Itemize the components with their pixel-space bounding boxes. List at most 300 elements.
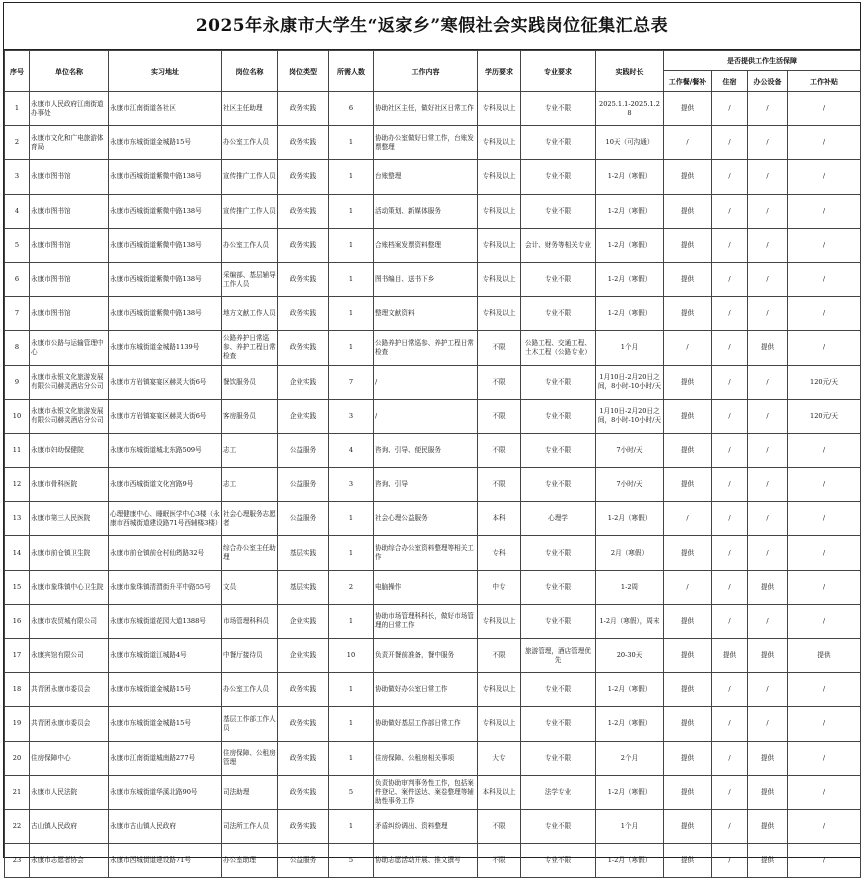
cell-unit: 永康市志愿者协会 xyxy=(30,844,109,878)
cell-post-type: 政务实践 xyxy=(278,741,329,775)
cell-duration: 1-2月（寒假） xyxy=(596,844,664,878)
cell-major: 旅游管理，酒店管理优先 xyxy=(521,639,596,673)
cell-post-type: 基层实践 xyxy=(278,536,329,570)
cell-duration: 10天（可沟通） xyxy=(596,126,664,160)
table-title: 2025年永康市大学生“返家乡”寒假社会实践岗位征集汇总表 xyxy=(4,3,860,50)
cell-count: 1 xyxy=(329,809,374,843)
cell-major: 专业不限 xyxy=(521,468,596,502)
cell-count: 3 xyxy=(329,468,374,502)
table-row xyxy=(5,331,861,365)
cell-meal: 提供 xyxy=(664,639,712,673)
cell-duration: 7小时/天 xyxy=(596,468,664,502)
cell-post: 采编部、基层辅导工作人员 xyxy=(222,262,278,296)
cell-office: / xyxy=(748,126,788,160)
cell-housing: / xyxy=(712,365,748,399)
cell-address: 永康市象珠镇清渭街升平中路55号 xyxy=(109,570,222,604)
cell-major: 会计、财务等相关专业 xyxy=(521,228,596,262)
cell-education: 中专 xyxy=(478,570,521,604)
cell-address: 永康市东城街道金城路15号 xyxy=(109,673,222,707)
cell-office: / xyxy=(748,502,788,536)
cell-seq: 23 xyxy=(5,844,30,878)
cell-content: / xyxy=(374,399,478,433)
cell-post-type: 企业实践 xyxy=(278,399,329,433)
table-row xyxy=(5,262,861,296)
cell-unit: 永康市人民政府江南街道办事处 xyxy=(30,92,109,126)
table-row xyxy=(5,502,861,536)
cell-address: 永康市江南街道城南路277号 xyxy=(109,741,222,775)
cell-seq: 17 xyxy=(5,639,30,673)
cell-post: 办公室工作人员 xyxy=(222,228,278,262)
cell-meal: 提供 xyxy=(664,604,712,638)
cell-seq: 15 xyxy=(5,570,30,604)
cell-seq: 12 xyxy=(5,468,30,502)
cell-count: 1 xyxy=(329,126,374,160)
cell-housing: / xyxy=(712,741,748,775)
cell-address: 永康市古山镇人民政府 xyxy=(109,809,222,843)
cell-seq: 11 xyxy=(5,433,30,467)
cell-office: / xyxy=(748,399,788,433)
cell-meal: / xyxy=(664,502,712,536)
cell-seq: 16 xyxy=(5,604,30,638)
cell-subsidy: / xyxy=(788,604,861,638)
cell-post-type: 公益服务 xyxy=(278,433,329,467)
table-row xyxy=(5,160,861,194)
cell-meal: 提供 xyxy=(664,844,712,878)
cell-content: 整理文献资料 xyxy=(374,297,478,331)
cell-address: 永康市东城街道花园大道1388号 xyxy=(109,604,222,638)
cell-post: 办公室工作人员 xyxy=(222,126,278,160)
cell-duration: 1-2月（寒假） xyxy=(596,194,664,228)
cell-count: 7 xyxy=(329,365,374,399)
cell-unit: 永康市图书馆 xyxy=(30,262,109,296)
cell-unit: 永康市骨科医院 xyxy=(30,468,109,502)
cell-duration: 20-30天 xyxy=(596,639,664,673)
cell-post-type: 政务实践 xyxy=(278,126,329,160)
cell-major: 专业不限 xyxy=(521,844,596,878)
cell-subsidy: 提供 xyxy=(788,639,861,673)
cell-housing: / xyxy=(712,160,748,194)
spreadsheet xyxy=(3,2,861,865)
cell-housing: / xyxy=(712,502,748,536)
table-row xyxy=(5,673,861,707)
cell-subsidy: / xyxy=(788,194,861,228)
cell-post-type: 政务实践 xyxy=(278,809,329,843)
table-row xyxy=(5,775,861,809)
cell-post: 司法所工作人员 xyxy=(222,809,278,843)
cell-content: 咨询、引导 xyxy=(374,468,478,502)
cell-housing: / xyxy=(712,844,748,878)
cell-post: 市场管理科科员 xyxy=(222,604,278,638)
header-meal: 工作餐/餐补 xyxy=(664,71,712,92)
cell-meal: 提供 xyxy=(664,536,712,570)
cell-unit: 永康市图书馆 xyxy=(30,297,109,331)
cell-address: 永康市西城街道建设路71号 xyxy=(109,844,222,878)
header-housing: 住宿 xyxy=(712,71,748,92)
table-row xyxy=(5,297,861,331)
cell-housing: / xyxy=(712,433,748,467)
cell-duration: 1-2月（寒假） xyxy=(596,160,664,194)
cell-post-type: 公益服务 xyxy=(278,468,329,502)
cell-subsidy: / xyxy=(788,126,861,160)
cell-subsidy: / xyxy=(788,502,861,536)
cell-post-type: 政务实践 xyxy=(278,262,329,296)
cell-post: 志工 xyxy=(222,468,278,502)
cell-count: 1 xyxy=(329,741,374,775)
cell-post-type: 政务实践 xyxy=(278,194,329,228)
cell-housing: / xyxy=(712,775,748,809)
cell-address: 永康市西城街道文化宫路9号 xyxy=(109,468,222,502)
cell-count: 1 xyxy=(329,297,374,331)
cell-education: 专科 xyxy=(478,536,521,570)
cell-education: 专科及以上 xyxy=(478,126,521,160)
cell-address: 永康市西城街道紫微中路138号 xyxy=(109,228,222,262)
cell-address: 永康市西城街道紫微中路138号 xyxy=(109,194,222,228)
cell-housing: / xyxy=(712,570,748,604)
cell-subsidy: / xyxy=(788,775,861,809)
cell-subsidy: / xyxy=(788,92,861,126)
cell-post-type: 政务实践 xyxy=(278,673,329,707)
cell-seq: 10 xyxy=(5,399,30,433)
header-duration: 实践时长 xyxy=(596,51,664,92)
cell-housing: / xyxy=(712,228,748,262)
cell-content: 协助社区主任，做好社区日常工作 xyxy=(374,92,478,126)
cell-unit: 永康市公路与运输管理中心 xyxy=(30,331,109,365)
cell-address: 永康市西城街道紫微中路138号 xyxy=(109,160,222,194)
cell-education: 专科及以上 xyxy=(478,262,521,296)
cell-duration: 1个月 xyxy=(596,331,664,365)
table-row xyxy=(5,399,861,433)
cell-major: 法学专业 xyxy=(521,775,596,809)
cell-seq: 18 xyxy=(5,673,30,707)
cell-seq: 8 xyxy=(5,331,30,365)
cell-subsidy: / xyxy=(788,160,861,194)
cell-meal: 提供 xyxy=(664,297,712,331)
cell-education: 专科及以上 xyxy=(478,604,521,638)
cell-meal: / xyxy=(664,331,712,365)
cell-seq: 22 xyxy=(5,809,30,843)
cell-education: 专科及以上 xyxy=(478,297,521,331)
cell-count: 5 xyxy=(329,844,374,878)
cell-post-type: 公益服务 xyxy=(278,502,329,536)
cell-office: 提供 xyxy=(748,809,788,843)
cell-subsidy: 120元/天 xyxy=(788,365,861,399)
header-address: 实习地址 xyxy=(109,51,222,92)
table-row xyxy=(5,468,861,502)
cell-duration: 1月10日-2月20日之间，8小时-10小时/天 xyxy=(596,399,664,433)
cell-address: 永康市江南街道各社区 xyxy=(109,92,222,126)
cell-post: 中餐厅接待员 xyxy=(222,639,278,673)
cell-duration: 1-2月（寒假） xyxy=(596,228,664,262)
cell-count: 1 xyxy=(329,194,374,228)
cell-major: 心理学 xyxy=(521,502,596,536)
cell-subsidy: / xyxy=(788,570,861,604)
cell-content: 矛盾纠纷调出、资料整理 xyxy=(374,809,478,843)
cell-major: 专业不限 xyxy=(521,809,596,843)
cell-post: 客房服务员 xyxy=(222,399,278,433)
cell-post: 宣传推广工作人员 xyxy=(222,160,278,194)
cell-housing: / xyxy=(712,262,748,296)
cell-content: 协助综合办公室资料整理等相关工作 xyxy=(374,536,478,570)
cell-subsidy: 120元/天 xyxy=(788,399,861,433)
header-post-type: 岗位类型 xyxy=(278,51,329,92)
cell-address: 永康市西城街道紫微中路138号 xyxy=(109,297,222,331)
cell-education: 不限 xyxy=(478,809,521,843)
cell-subsidy: / xyxy=(788,228,861,262)
cell-education: 不限 xyxy=(478,639,521,673)
table-row xyxy=(5,604,861,638)
cell-unit: 永康市永银文化旅游发展有限公司赫灵酒店分公司 xyxy=(30,365,109,399)
cell-office: / xyxy=(748,468,788,502)
cell-education: 不限 xyxy=(478,331,521,365)
cell-address: 永康市东城街道城北东路509号 xyxy=(109,433,222,467)
cell-education: 大专 xyxy=(478,741,521,775)
header-major: 专业要求 xyxy=(521,51,596,92)
table-row xyxy=(5,194,861,228)
cell-education: 专科及以上 xyxy=(478,673,521,707)
cell-major: 专业不限 xyxy=(521,673,596,707)
cell-seq: 20 xyxy=(5,741,30,775)
table-row xyxy=(5,844,861,878)
cell-post-type: 政务实践 xyxy=(278,775,329,809)
table-row xyxy=(5,228,861,262)
cell-post-type: 政务实践 xyxy=(278,331,329,365)
cell-unit: 共青团永康市委员会 xyxy=(30,707,109,741)
cell-office: / xyxy=(748,536,788,570)
cell-office: 提供 xyxy=(748,639,788,673)
cell-seq: 2 xyxy=(5,126,30,160)
cell-major: 专业不限 xyxy=(521,604,596,638)
cell-meal: 提供 xyxy=(664,194,712,228)
table-row xyxy=(5,126,861,160)
cell-office: / xyxy=(748,262,788,296)
cell-duration: 1-2月（寒假） xyxy=(596,262,664,296)
cell-content: 电脑操作 xyxy=(374,570,478,604)
cell-duration: 1-2月（寒假） xyxy=(596,502,664,536)
cell-office: / xyxy=(748,604,788,638)
cell-housing: / xyxy=(712,707,748,741)
cell-seq: 13 xyxy=(5,502,30,536)
cell-meal: 提供 xyxy=(664,365,712,399)
header-office: 办公设备 xyxy=(748,71,788,92)
cell-unit: 永康市妇幼保健院 xyxy=(30,433,109,467)
cell-office: / xyxy=(748,297,788,331)
cell-duration: 7小时/天 xyxy=(596,433,664,467)
cell-unit: 永康市人民法院 xyxy=(30,775,109,809)
cell-housing: / xyxy=(712,468,748,502)
cell-count: 1 xyxy=(329,604,374,638)
cell-meal: 提供 xyxy=(664,775,712,809)
cell-post: 文员 xyxy=(222,570,278,604)
cell-education: 不限 xyxy=(478,468,521,502)
cell-major: 专业不限 xyxy=(521,536,596,570)
cell-count: 1 xyxy=(329,331,374,365)
cell-post: 基层工作部工作人员 xyxy=(222,707,278,741)
cell-duration: 1个月 xyxy=(596,809,664,843)
cell-duration: 1-2月（寒假） xyxy=(596,673,664,707)
cell-seq: 9 xyxy=(5,365,30,399)
cell-post-type: 政务实践 xyxy=(278,160,329,194)
table-row xyxy=(5,707,861,741)
cell-office: / xyxy=(748,228,788,262)
cell-education: 专科及以上 xyxy=(478,228,521,262)
cell-education: 本科及以上 xyxy=(478,775,521,809)
cell-unit: 永康市图书馆 xyxy=(30,160,109,194)
cell-education: 不限 xyxy=(478,433,521,467)
cell-unit: 永康市文化和广电旅游体育局 xyxy=(30,126,109,160)
cell-seq: 5 xyxy=(5,228,30,262)
cell-duration: 1月10日-2月20日之间，8小时-10小时/天 xyxy=(596,365,664,399)
cell-count: 5 xyxy=(329,775,374,809)
table-row xyxy=(5,570,861,604)
cell-post: 社会心理服务志愿者 xyxy=(222,502,278,536)
table-row xyxy=(5,536,861,570)
cell-meal: 提供 xyxy=(664,809,712,843)
cell-seq: 14 xyxy=(5,536,30,570)
cell-seq: 19 xyxy=(5,707,30,741)
table-body xyxy=(5,92,861,878)
header-content: 工作内容 xyxy=(374,51,478,92)
cell-meal: 提供 xyxy=(664,673,712,707)
cell-housing: / xyxy=(712,194,748,228)
cell-count: 4 xyxy=(329,433,374,467)
cell-major: 专业不限 xyxy=(521,126,596,160)
cell-unit: 永康宾馆有限公司 xyxy=(30,639,109,673)
cell-count: 10 xyxy=(329,639,374,673)
cell-meal: 提供 xyxy=(664,707,712,741)
cell-seq: 7 xyxy=(5,297,30,331)
cell-meal: 提供 xyxy=(664,160,712,194)
cell-education: 专科及以上 xyxy=(478,707,521,741)
cell-content: 协助做好基层工作部日常工作 xyxy=(374,707,478,741)
cell-housing: / xyxy=(712,399,748,433)
cell-count: 1 xyxy=(329,536,374,570)
table-row xyxy=(5,92,861,126)
cell-seq: 4 xyxy=(5,194,30,228)
cell-subsidy: / xyxy=(788,536,861,570)
cell-major: 专业不限 xyxy=(521,399,596,433)
cell-meal: / xyxy=(664,570,712,604)
cell-count: 1 xyxy=(329,160,374,194)
cell-education: 不限 xyxy=(478,399,521,433)
cell-housing: / xyxy=(712,297,748,331)
cell-content: 公路养护日常巡参、养护工程日常检查 xyxy=(374,331,478,365)
cell-content: 咨询、引导、便民服务 xyxy=(374,433,478,467)
cell-unit: 永康市第三人民医院 xyxy=(30,502,109,536)
cell-housing: / xyxy=(712,331,748,365)
cell-subsidy: / xyxy=(788,741,861,775)
cell-unit: 永康市前仓镇卫生院 xyxy=(30,536,109,570)
cell-unit: 古山镇人民政府 xyxy=(30,809,109,843)
cell-count: 1 xyxy=(329,228,374,262)
cell-meal: 提供 xyxy=(664,433,712,467)
cell-office: / xyxy=(748,707,788,741)
cell-count: 6 xyxy=(329,92,374,126)
cell-post: 地方文献工作人员 xyxy=(222,297,278,331)
cell-duration: 1-2周 xyxy=(596,570,664,604)
cell-meal: 提供 xyxy=(664,262,712,296)
cell-education: 专科及以上 xyxy=(478,92,521,126)
cell-content: 住房保障、公租房相关事项 xyxy=(374,741,478,775)
cell-count: 1 xyxy=(329,502,374,536)
cell-post: 社区主任助理 xyxy=(222,92,278,126)
cell-education: 专科及以上 xyxy=(478,194,521,228)
cell-subsidy: / xyxy=(788,844,861,878)
cell-post: 宣传推广工作人员 xyxy=(222,194,278,228)
cell-major: 专业不限 xyxy=(521,92,596,126)
cell-content: / xyxy=(374,365,478,399)
header-post: 岗位名称 xyxy=(222,51,278,92)
cell-office: 提供 xyxy=(748,775,788,809)
cell-address: 永康市前仓镇前仓村仙筠路32号 xyxy=(109,536,222,570)
cell-office: / xyxy=(748,673,788,707)
cell-count: 2 xyxy=(329,570,374,604)
cell-unit: 永康市图书馆 xyxy=(30,194,109,228)
cell-address: 永康市方岩镇宴宴区赫灵大街6号 xyxy=(109,365,222,399)
cell-duration: 2月（寒假） xyxy=(596,536,664,570)
cell-subsidy: / xyxy=(788,433,861,467)
cell-seq: 21 xyxy=(5,775,30,809)
cell-duration: 1-2月（寒假） xyxy=(596,297,664,331)
table-row xyxy=(5,365,861,399)
cell-unit: 永康市象珠镇中心卫生院 xyxy=(30,570,109,604)
cell-housing: / xyxy=(712,673,748,707)
cell-major: 公路工程、交通工程、土木工程（公路专业） xyxy=(521,331,596,365)
cell-post: 综合办公室主任助理 xyxy=(222,536,278,570)
cell-subsidy: / xyxy=(788,331,861,365)
cell-office: / xyxy=(748,160,788,194)
cell-office: / xyxy=(748,92,788,126)
cell-meal: 提供 xyxy=(664,228,712,262)
cell-address: 永康市东城街道华溪北路90号 xyxy=(109,775,222,809)
cell-housing: / xyxy=(712,809,748,843)
cell-address: 永康市东城街道金城路15号 xyxy=(109,126,222,160)
header-unit: 单位名称 xyxy=(30,51,109,92)
header-subsidy: 工作补贴 xyxy=(788,71,861,92)
cell-post: 办公室工作人员 xyxy=(222,673,278,707)
cell-meal: / xyxy=(664,126,712,160)
cell-post-type: 政务实践 xyxy=(278,707,329,741)
header-count: 所需人数 xyxy=(329,51,374,92)
table-row xyxy=(5,741,861,775)
cell-content: 图书编目、送书下乡 xyxy=(374,262,478,296)
positions-table xyxy=(4,50,861,878)
cell-education: 不限 xyxy=(478,844,521,878)
cell-meal: 提供 xyxy=(664,741,712,775)
cell-major: 专业不限 xyxy=(521,160,596,194)
cell-major: 专业不限 xyxy=(521,297,596,331)
cell-content: 活动策划、新媒体服务 xyxy=(374,194,478,228)
cell-content: 协助志愿活动开展、推文撰写 xyxy=(374,844,478,878)
cell-subsidy: / xyxy=(788,262,861,296)
cell-meal: 提供 xyxy=(664,399,712,433)
header-support-group: 是否提供工作生活保障 xyxy=(664,51,861,71)
cell-education: 本科 xyxy=(478,502,521,536)
header-seq: 序号 xyxy=(5,51,30,92)
cell-post: 住房保障、公租房管理 xyxy=(222,741,278,775)
cell-major: 专业不限 xyxy=(521,433,596,467)
cell-subsidy: / xyxy=(788,673,861,707)
cell-content: 负责协助审判事务性工作，包括案件登记、案件送达、案卷整理等辅助性事务工作 xyxy=(374,775,478,809)
cell-post-type: 公益服务 xyxy=(278,844,329,878)
cell-post-type: 政务实践 xyxy=(278,92,329,126)
cell-content: 协助做好办公室日常工作 xyxy=(374,673,478,707)
cell-education: 不限 xyxy=(478,365,521,399)
cell-unit: 永康市图书馆 xyxy=(30,228,109,262)
cell-address: 永康市西城街道紫微中路138号 xyxy=(109,262,222,296)
cell-seq: 1 xyxy=(5,92,30,126)
cell-address: 永康市东城街道江城路4号 xyxy=(109,639,222,673)
cell-housing: / xyxy=(712,92,748,126)
